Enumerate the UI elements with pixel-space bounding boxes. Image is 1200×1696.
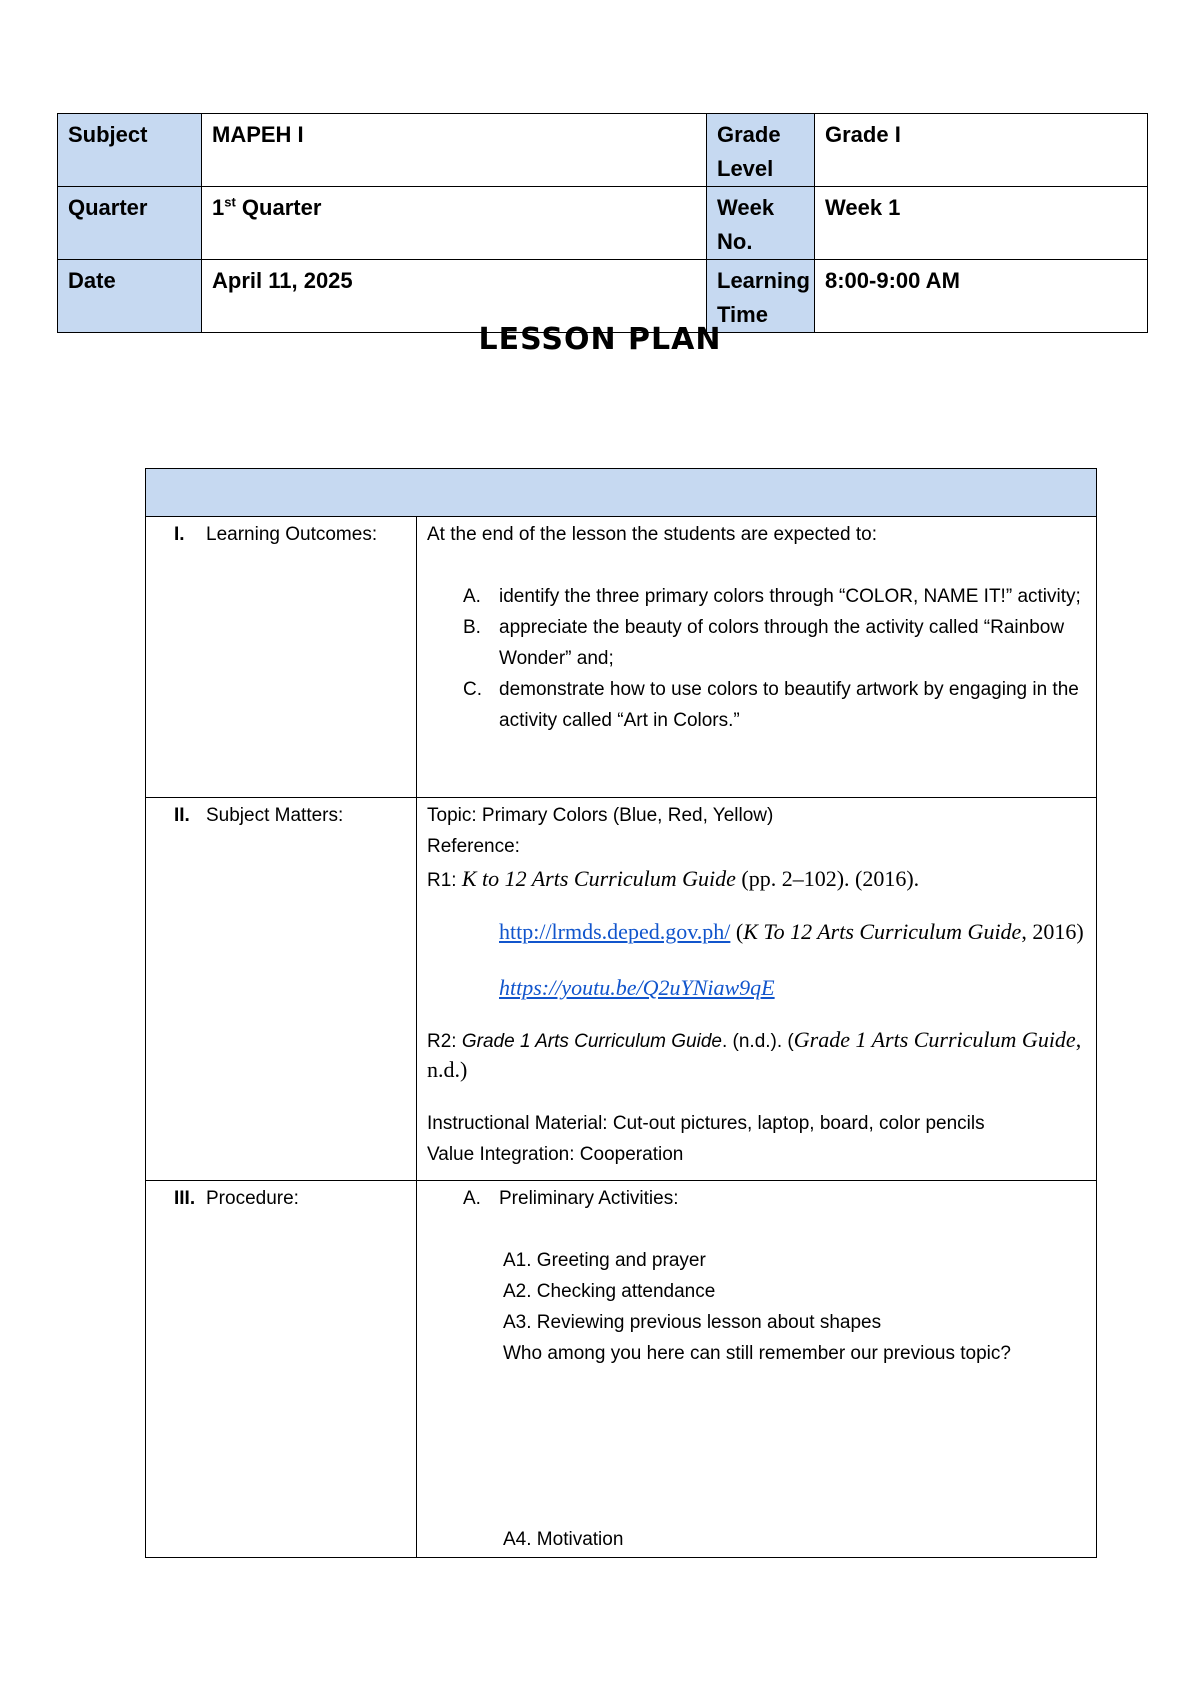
- section-row-subject-matter: [146, 798, 1097, 1181]
- quarter-superscript: st: [224, 194, 236, 210]
- quarter-suffix: Quarter: [235, 195, 322, 220]
- r1-paren-open: (: [730, 919, 744, 944]
- header-band-cell: [146, 469, 1097, 517]
- section-title: Procedure:: [206, 1188, 299, 1209]
- grade-level-label: Grade Level: [707, 114, 815, 187]
- header-row-quarter: [58, 187, 1148, 260]
- lrmds-link[interactable]: http://lrmds.deped.gov.ph/: [499, 919, 731, 944]
- section-content-procedure: [417, 1181, 1097, 1558]
- section-number: III.: [174, 1188, 196, 1209]
- subject-value: MAPEH I: [202, 114, 707, 187]
- list-item: [427, 1183, 1086, 1214]
- list-item: [427, 581, 1086, 612]
- date-label: Date: [58, 260, 202, 333]
- list-marker: A.: [463, 1188, 481, 1209]
- subject-label: Subject: [58, 114, 202, 187]
- header-row-subject: [58, 114, 1148, 187]
- list-item: [427, 612, 1086, 674]
- section-row-outcomes: [146, 517, 1097, 798]
- r2-paren-title: Grade 1 Arts Curriculum Guide: [793, 1027, 1076, 1052]
- reference-r2: [427, 1026, 1086, 1086]
- reference-r1: [427, 862, 1086, 898]
- section-title: Learning Outcomes:: [206, 524, 378, 545]
- list-text: demonstrate how to use colors to beautify artwork by engaging in the activity called “Art in Colors.”: [499, 679, 1079, 731]
- lesson-plan-table: [145, 468, 1097, 1558]
- section-label-outcomes: [146, 517, 417, 798]
- grade-level-value: Grade I: [815, 114, 1148, 187]
- learning-time-label: Learning Time: [707, 260, 815, 333]
- r1-paren-close: , 2016): [1021, 919, 1084, 944]
- procedure-step: A1. Greeting and prayer: [503, 1250, 706, 1271]
- list-marker: B.: [463, 617, 481, 638]
- week-value: Week 1: [815, 187, 1148, 260]
- quarter-number: 1: [212, 195, 225, 220]
- section-label-subject-matter: [146, 798, 417, 1181]
- section-label-procedure: [146, 1181, 417, 1558]
- learning-time-value: 8:00-9:00 AM: [815, 260, 1148, 333]
- r1-rest: (pp. 2–102). (2016).: [735, 866, 920, 891]
- reference-label: Reference:: [427, 836, 520, 857]
- procedure-motivation: A4. Motivation: [503, 1529, 624, 1550]
- header-table: [57, 113, 1148, 333]
- list-text: identify the three primary colors through “COLOR, NAME IT!” activity;: [499, 586, 1081, 607]
- quarter-value: [202, 187, 707, 260]
- procedure-step: A3. Reviewing previous lesson about shapes: [503, 1312, 882, 1333]
- r1-paren-title: K To 12 Arts Curriculum Guide: [743, 919, 1022, 944]
- topic-line: Topic: Primary Colors (Blue, Red, Yellow): [427, 805, 774, 826]
- date-value: April 11, 2025: [202, 260, 707, 333]
- page-title: LESSON PLAN: [478, 322, 722, 357]
- list-item: [427, 674, 1086, 736]
- section-content-subject-matter: [417, 798, 1097, 1181]
- r1-prefix: R1:: [427, 870, 462, 891]
- table-header-band: [146, 469, 1097, 517]
- section-number: II.: [174, 805, 190, 826]
- procedure-step: A2. Checking attendance: [503, 1281, 716, 1302]
- youtube-link[interactable]: https://youtu.be/Q2uYNiaw9qE: [499, 975, 775, 1000]
- list-marker: A.: [463, 586, 481, 607]
- section-number: I.: [174, 524, 185, 545]
- materials-line: Instructional Material: Cut-out pictures, laptop, board, color pencils: [427, 1113, 985, 1134]
- procedure-question: Who among you here can still remember our previous topic?: [503, 1343, 1011, 1364]
- reference-r1-links: [427, 904, 1086, 1016]
- quarter-label: Quarter: [58, 187, 202, 260]
- values-line: Value Integration: Cooperation: [427, 1144, 684, 1165]
- r2-title: Grade 1 Arts Curriculum Guide: [461, 1031, 722, 1052]
- section-content-outcomes: [417, 517, 1097, 798]
- section-row-procedure: [146, 1181, 1097, 1558]
- r2-prefix: R2:: [427, 1031, 462, 1052]
- r2-paren-close: , n.d.): [427, 1027, 1082, 1082]
- list-text: appreciate the beauty of colors through the activity called “Rainbow Wonder” and;: [499, 617, 1065, 669]
- r1-title: K to 12 Arts Curriculum Guide: [461, 866, 736, 891]
- week-label: Week No.: [707, 187, 815, 260]
- list-marker: C.: [463, 679, 482, 700]
- outcomes-intro: At the end of the lesson the students are expected to:: [427, 524, 877, 545]
- list-text: Preliminary Activities:: [499, 1188, 679, 1209]
- r2-rest: . (n.d.). (: [721, 1031, 794, 1052]
- section-title: Subject Matters:: [206, 805, 344, 826]
